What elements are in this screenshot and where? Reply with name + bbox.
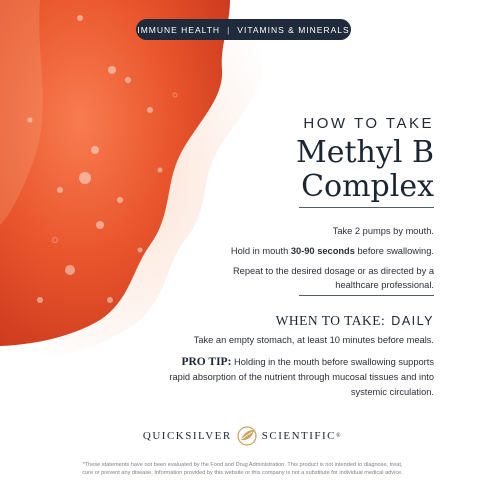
- when-to-take-label: WHEN TO TAKE:: [275, 313, 386, 328]
- when-to-take-value: DAILY: [391, 314, 434, 328]
- title-line-2: Complex: [301, 169, 434, 204]
- disclaimer-line-1: *These statements have not been evaluated by the Food and Drug Administration. This product is not intended to diagnose, treat,: [82, 462, 403, 468]
- pill-vitamins-minerals: VITAMINS & MINERALS: [237, 24, 350, 35]
- pro-tip-label: PRO TIP:: [181, 356, 232, 368]
- disclaimer-line-2: cure or prevent any disease. Information provided by this website or this company is not a substitute for individual medical advice.: [82, 470, 403, 476]
- title-line-1: Methyl B: [296, 135, 434, 170]
- pill-separator: |: [227, 24, 231, 35]
- divider-bottom: [299, 295, 434, 296]
- step-1: Take 2 pumps by mouth.: [332, 226, 434, 236]
- fda-disclaimer: [40, 461, 445, 477]
- divider-top: [299, 207, 434, 208]
- step-3: Repeat to the desired dosage or as directed by a healthcare professional.: [232, 266, 434, 290]
- how-to-take-overline: HOW TO TAKE: [303, 115, 434, 132]
- step-2: Hold in mouth 30-90 seconds before swallowing.: [230, 246, 434, 256]
- step-2-duration: 30-90 seconds: [290, 246, 355, 256]
- pro-tip: PRO TIP: Holding in the mouth before swallowing supports rapid absorption of the nutrient through mucosal tissues and into systemic circulation.: [169, 356, 434, 397]
- pill-immune-health: IMMUNE HEALTH: [137, 24, 221, 35]
- registered-mark: ®: [336, 433, 343, 439]
- instructions-list: [194, 224, 434, 298]
- brand-name-left: QUICKSILVER: [142, 430, 232, 442]
- category-pill: [136, 19, 351, 40]
- brand-logo: [0, 425, 485, 447]
- product-title: [296, 136, 434, 204]
- when-to-take-note: Take an empty stomach, at least 10 minutes before meals.: [193, 335, 434, 345]
- brand-name-right: SCIENTIFIC: [261, 430, 337, 442]
- leaf-emblem-icon: [236, 425, 258, 447]
- when-to-take-heading: [276, 313, 434, 329]
